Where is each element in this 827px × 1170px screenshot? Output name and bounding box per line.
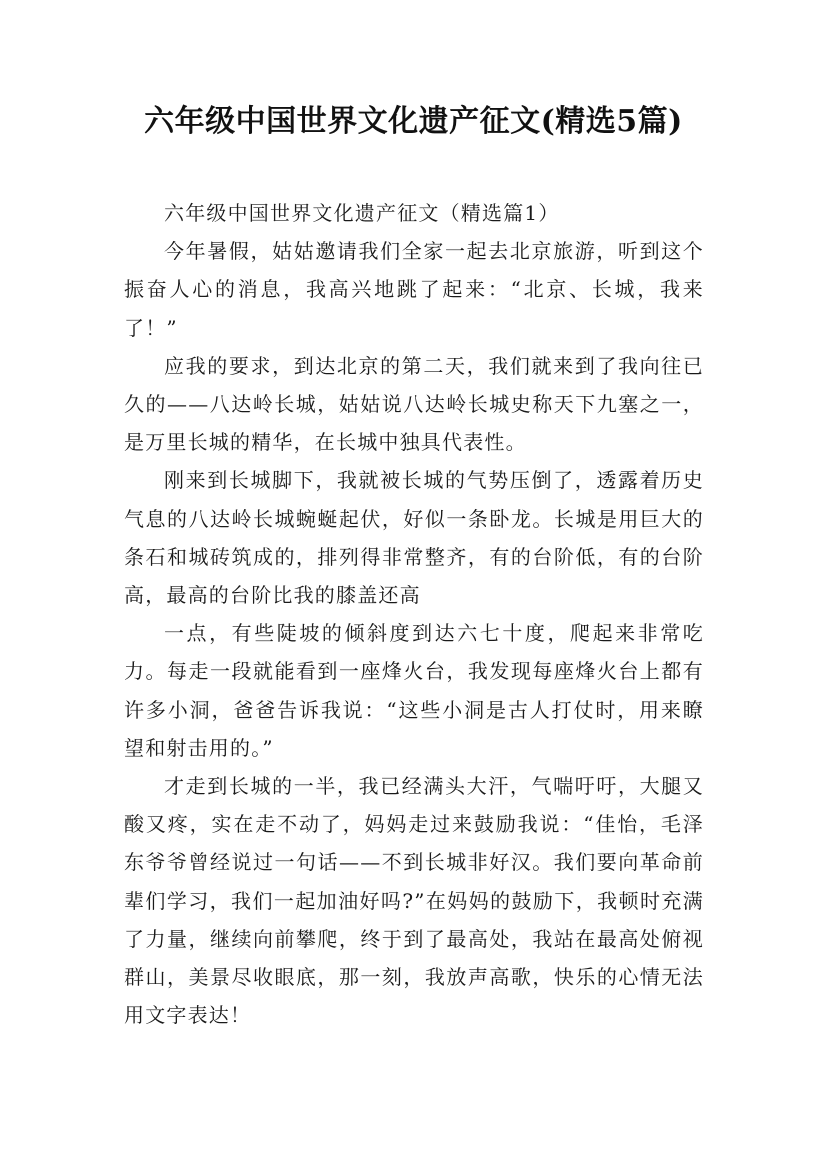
document-body	[124, 194, 704, 1034]
document-title: 六年级中国世界文化遗产征文(精选5篇)	[144, 104, 683, 139]
paragraph: 才走到长城的一半，我已经满头大汗，气喘吁吁，大腿又酸又疼，实在走不动了，妈妈走过来鼓励我说：“佳怡，毛泽东爷爷曾经说过一句话——不到长城非好汉。我们要向革命前辈们学习，我们一起加油好吗?”在妈妈的鼓励下，我顿时充满了力量，继续向前攀爬，终于到了最高处，我站在最高处俯视群山，美景尽收眼底，那一刻，我放声高歌，快乐的心情无法用文字表达！	[124, 774, 704, 1028]
paragraph: 刚来到长城脚下，我就被长城的气势压倒了，透露着历史气息的八达岭长城蜿蜒起伏，好似一条卧龙。长城是用巨大的条石和城砖筑成的，排列得非常整齐，有的台阶低，有的台阶高，最高的台阶比我的膝盖还高	[124, 468, 704, 608]
paragraph: 今年暑假，姑姑邀请我们全家一起去北京旅游，听到这个振奋人心的消息，我高兴地跳了起来：“北京、长城，我来了！”	[124, 239, 704, 340]
paragraph: 一点，有些陡坡的倾斜度到达六七十度，爬起来非常吃力。每走一段就能看到一座烽火台，我发现每座烽火台上都有许多小洞，爸爸告诉我说：“这些小洞是古人打仗时，用来瞭望和射击用的。”	[124, 621, 704, 760]
section-heading: 六年级中国世界文化遗产征文（精选篇1）	[164, 201, 560, 225]
paragraph: 应我的要求，到达北京的第二天，我们就来到了我向往已久的——八达岭长城，姑姑说八达岭长城史称天下九塞之一，是万里长城的精华，在长城中独具代表性。	[124, 353, 704, 455]
